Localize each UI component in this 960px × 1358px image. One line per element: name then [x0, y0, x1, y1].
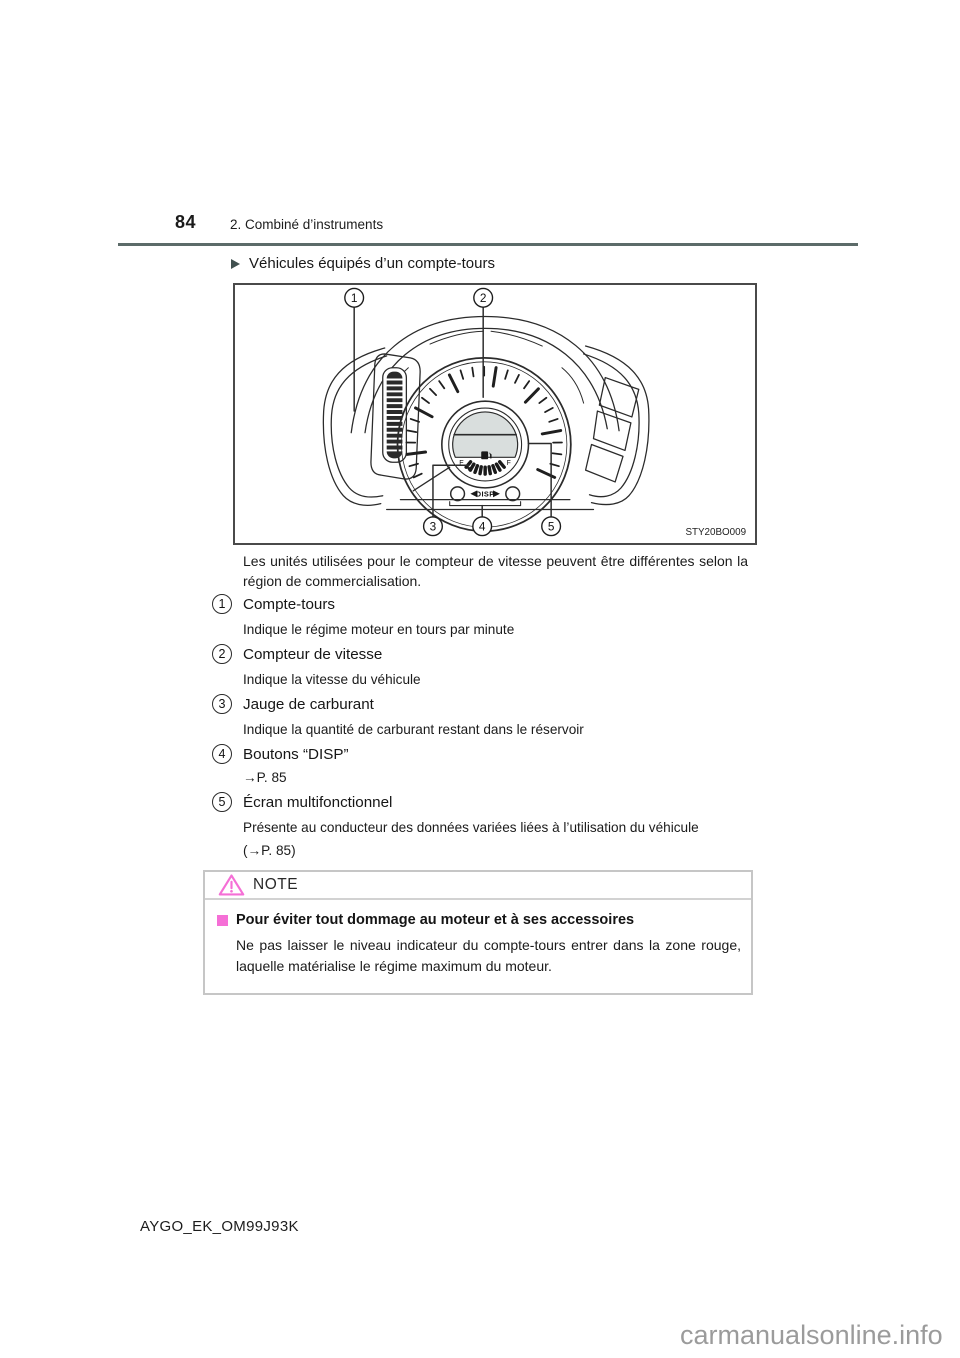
speedometer-needle	[413, 467, 449, 491]
section-subheading	[231, 255, 495, 272]
document-code: AYGO_EK_OM99J93K	[140, 1218, 299, 1235]
instrument-cluster-figure	[233, 283, 757, 545]
figure-code: STY20BO009	[685, 527, 747, 539]
disp-left-button	[451, 487, 465, 501]
note-body	[205, 900, 751, 993]
svg-text:4: 4	[478, 519, 486, 534]
list-item-speedometer	[212, 644, 382, 664]
item-title: Jauge de carburant	[243, 695, 374, 713]
item-title: Boutons “DISP”	[243, 745, 349, 763]
disp-label: DISP	[475, 489, 495, 499]
list-item-tachometer	[212, 594, 335, 614]
chapter-title: 2. Combiné d’instruments	[230, 217, 384, 232]
watermark: carmanualsonline.info	[680, 1320, 943, 1350]
triangle-bullet-icon	[231, 259, 240, 269]
list-item-multi-display	[212, 792, 392, 812]
note-heading: Pour éviter tout dommage au moteur et à ses accessoires	[236, 912, 635, 928]
fuel-gauge-ticks	[466, 462, 504, 474]
fuel-empty-label: E	[459, 460, 464, 468]
item-description: Indique le régime moteur en tours par minute	[243, 622, 515, 637]
item-title: Compteur de vitesse	[243, 645, 383, 663]
svg-text:1: 1	[350, 290, 358, 305]
disp-right-button	[506, 487, 520, 501]
item-number-badge: 4	[212, 744, 232, 764]
right-vent-bottom	[586, 445, 623, 482]
note-text: Ne pas laisser le niveau indicateur du compte-tours entrer dans la zone rouge, laquelle matérialise le régime maximum du moteur.	[236, 937, 741, 974]
fuel-full-label: F	[506, 460, 511, 468]
svg-text:5: 5	[547, 519, 555, 534]
item-title: Compte-tours	[243, 595, 336, 613]
square-bullet-icon	[217, 915, 228, 926]
intro-paragraph: Les unités utilisées pour le compteur de vitesse peuvent être différentes selon la région de commercialisation.	[243, 553, 748, 589]
item-number-badge: 5	[212, 792, 232, 812]
right-vent-middle	[593, 411, 630, 450]
note-warning-icon	[218, 873, 245, 897]
note-box	[203, 870, 753, 995]
page-reference: (→P. 85)	[243, 843, 296, 858]
item-description: Indique la quantité de carburant restant dans le réservoir	[243, 722, 584, 737]
item-description: Indique la vitesse du véhicule	[243, 672, 421, 687]
item-number-badge: 1	[212, 594, 232, 614]
list-item-disp-buttons	[212, 744, 349, 764]
header-divider	[118, 243, 858, 246]
item-number-badge: 3	[212, 694, 232, 714]
item-description: Présente au conducteur des données variées liées à l’utilisation du véhicule	[243, 820, 699, 835]
subheading-text: Véhicules équipés d’un compte-tours	[249, 255, 495, 272]
instrument-cluster-diagram	[235, 285, 755, 543]
list-item-fuel-gauge	[212, 694, 374, 714]
item-number-badge: 2	[212, 644, 232, 664]
page-number: 84	[175, 212, 197, 232]
svg-text:3: 3	[429, 519, 437, 534]
item-title: Écran multifonctionnel	[243, 793, 393, 811]
page-reference: →P. 85	[243, 770, 287, 785]
note-header	[205, 872, 751, 900]
left-wing-inner	[331, 356, 386, 497]
svg-text:2: 2	[479, 290, 487, 305]
note-label: NOTE	[253, 876, 299, 893]
